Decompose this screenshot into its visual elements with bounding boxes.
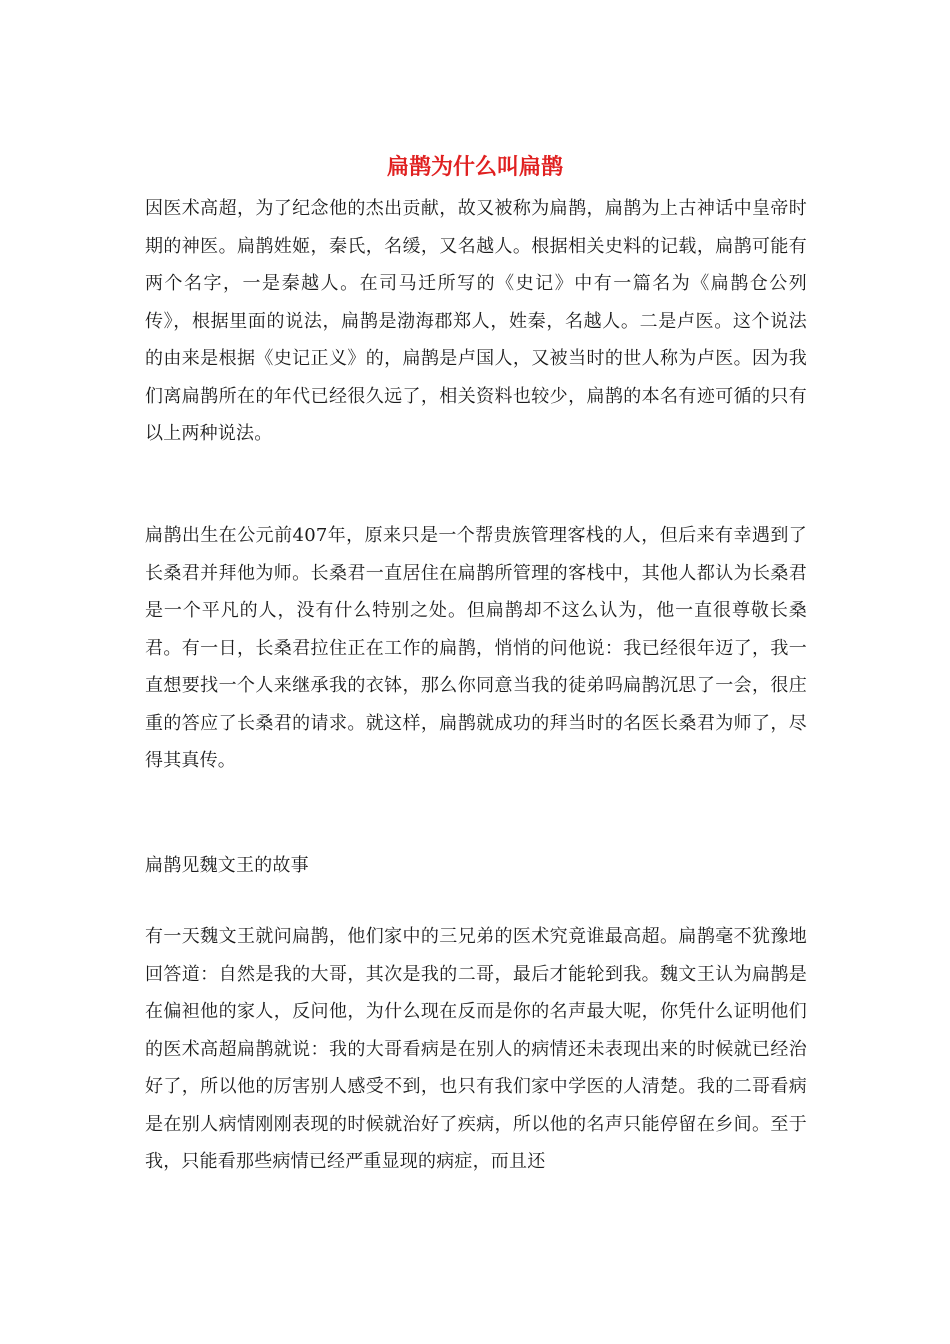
paragraph-king-wei-story: 有一天魏文王就问扁鹊，他们家中的三兄弟的医术究竟谁最高超。扁鹊毫不犹豫地回答道：自然是我的大哥，其次是我的二哥，最后才能轮到我。魏文王认为扁鹊是在偏袒他的家人，反问他，为什么现在反而是你的名声最大呢，你凭什么证明他们的医术高超扁鹊就说：我的大哥看病是在别人的病情还未表现出来的时候就已经治好了，所以他的厉害别人感受不到，也只有我们家中学医的人清楚。我的二哥看病是在别人病情刚刚表现的时候就治好了疾病，所以他的名声只能停留在乡间。至于我，只能看那些病情已经严重显现的病症，而且还 [145,926,807,1172]
section-heading-king-wei: 扁鹊见魏文王的故事 [145,855,309,876]
paragraph-early-life: 扁鹊出生在公元前407年，原来只是一个帮贵族管理客栈的人，但后来有幸遇到了长桑君并拜他为师。长桑君一直居住在扁鹊所管理的客栈中，其他人都认为长桑君是一个平凡的人，没有什么特别之处。但扁鹊却不这么认为，他一直很尊敬长桑君。有一日，长桑君拉住正在工作的扁鹊，悄悄的问他说：我已经很年迈了，我一直想要找一个人来继承我的衣钵，那么你同意当我的徒弟吗扁鹊沉思了一会，很庄重的答应了长桑君的请求。就这样，扁鹊就成功的拜当时的名医长桑君为师了，尽得其真传。 [145,525,807,771]
paragraph-origin-of-name: 因医术高超，为了纪念他的杰出贡献，故又被称为扁鹊，扁鹊为上古神话中皇帝时期的神医。扁鹊姓姬，秦氏，名缓，又名越人。根据相关史料的记载，扁鹊可能有两个名字，一是秦越人。在司马迁所写的《史记》中有一篇名为《扁鹊仓公列传》，根据里面的说法，扁鹊是渤海郡郑人，姓秦，名越人。二是卢医。这个说法的由来是根据《史记正义》的，扁鹊是卢国人，又被当时的世人称为卢医。因为我们离扁鹊所在的年代已经很久远了，相关资料也较少，扁鹊的本名有迹可循的只有以上两种说法。 [145,198,807,444]
document-title: 扁鹊为什么叫扁鹊 [386,154,563,180]
